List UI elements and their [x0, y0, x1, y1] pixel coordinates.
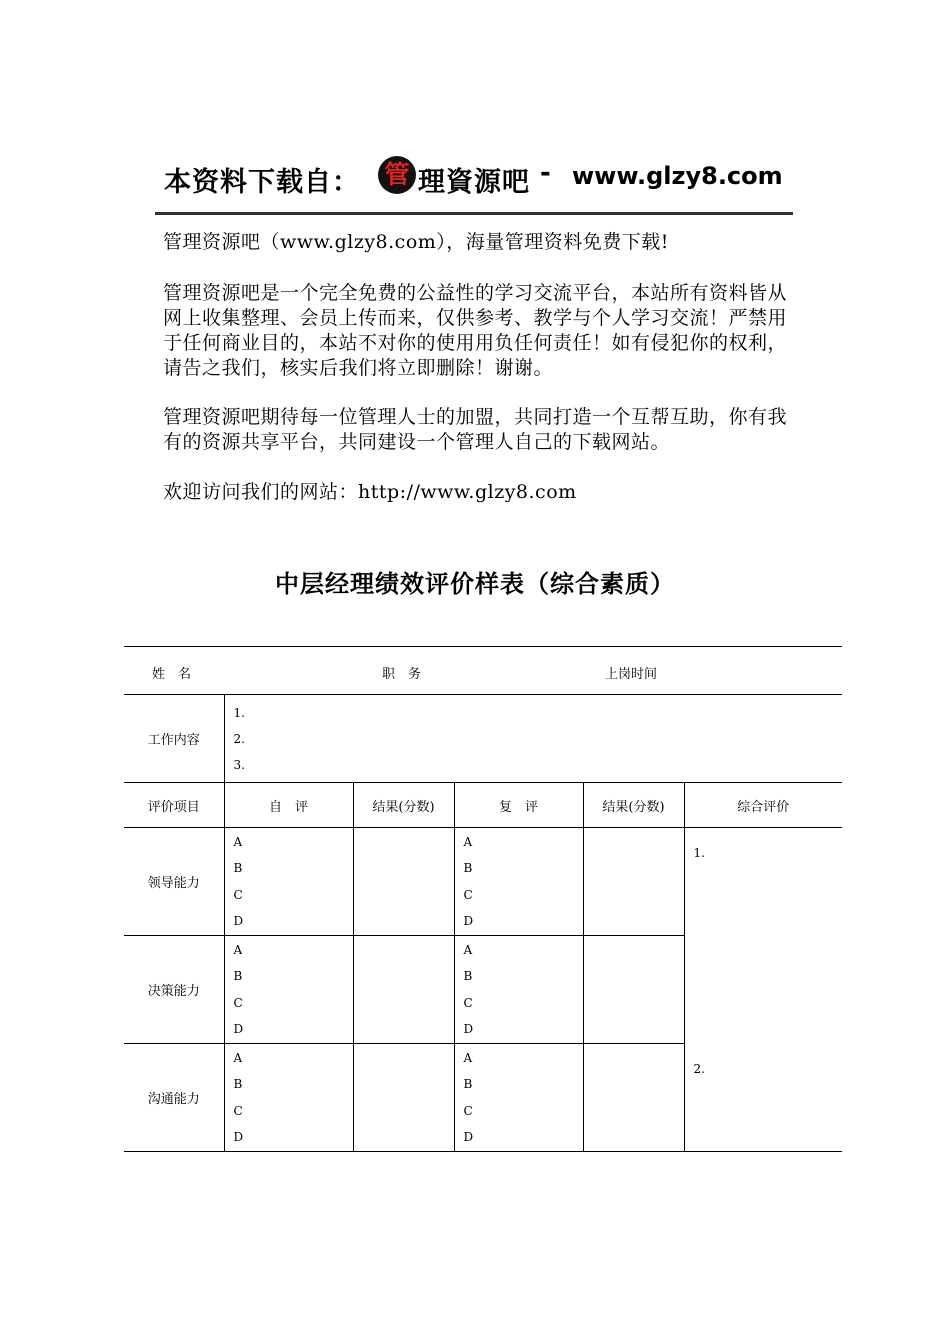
intro-text: 管理资源吧（www.glzy8.com），海量管理资料免费下载!: [163, 231, 669, 253]
row-label: 领导能力: [124, 828, 224, 936]
col-self-eval: 自 评: [224, 783, 353, 828]
page-title: 中层经理绩效评价样表（综合素质）: [275, 570, 675, 598]
grade-option: D: [463, 1130, 474, 1144]
position-label: 职 务: [382, 667, 422, 682]
result-cell[interactable]: [353, 936, 454, 1044]
grade-option: B: [233, 969, 243, 983]
col-result-1: 结果(分数): [353, 783, 454, 828]
result-cell[interactable]: [583, 936, 684, 1044]
work-content-row: [124, 695, 842, 783]
col-item: 评价项目: [124, 783, 224, 828]
overall-item: 1.: [693, 846, 705, 860]
grade-option: B: [463, 969, 473, 983]
intro-para2: [163, 281, 803, 381]
self-grades: [224, 1044, 353, 1152]
list-item: 1.: [233, 705, 245, 720]
grade-option: D: [463, 914, 474, 928]
result-cell[interactable]: [583, 828, 684, 936]
list-item: 3.: [233, 757, 245, 772]
col-result-2: 结果(分数): [583, 783, 684, 828]
re-grades: [454, 936, 583, 1044]
brand-logo-icon: 管: [378, 156, 416, 194]
grade-option: A: [463, 834, 473, 849]
intro-para3: [163, 405, 803, 455]
grade-option: A: [233, 1050, 243, 1065]
list-item: 2.: [233, 731, 245, 746]
grade-option: D: [233, 914, 244, 928]
intro-text[interactable]: 欢迎访问我们的网站：http://www.glzy8.com: [163, 481, 577, 503]
self-grades: [224, 936, 353, 1044]
re-grades: [454, 828, 583, 936]
result-cell[interactable]: [583, 1044, 684, 1152]
result-cell[interactable]: [353, 828, 454, 936]
col-overall: 综合评价: [684, 783, 842, 828]
grade-option: C: [233, 887, 243, 902]
banner-brand: 理資源吧: [418, 167, 530, 198]
self-grades: [224, 828, 353, 936]
overall-evaluation[interactable]: [684, 828, 842, 1152]
grade-option: C: [233, 1103, 243, 1118]
banner-url[interactable]: www.glzy8.com: [572, 162, 783, 190]
row-label: 决策能力: [124, 936, 224, 1044]
work-content-list: [224, 695, 842, 783]
grade-option: D: [233, 1022, 244, 1036]
grade-option: C: [233, 995, 243, 1010]
header-row: [124, 647, 842, 695]
intro-text: 管理资源吧期待每一位管理人士的加盟，共同打造一个互帮互助，你有我有的资源共享平台，共同建设一个管理人自己的下载网站。: [163, 406, 788, 453]
grade-option: C: [463, 995, 473, 1010]
intro-line1: [163, 230, 803, 255]
grade-option: B: [233, 1077, 243, 1091]
intro-para4: [163, 480, 803, 505]
grade-option: C: [463, 887, 473, 902]
column-header-row: [124, 783, 842, 828]
col-re-eval: 复 评: [454, 783, 583, 828]
re-grades: [454, 1044, 583, 1152]
grade-option: A: [233, 942, 243, 957]
table-row: [124, 828, 842, 936]
start-date-label: 上岗时间: [605, 667, 658, 682]
grade-option: C: [463, 1103, 473, 1118]
banner-divider: [155, 212, 793, 215]
grade-option: A: [233, 834, 243, 849]
grade-option: B: [463, 1077, 473, 1091]
grade-option: D: [463, 1022, 474, 1036]
banner-dash: -: [540, 158, 551, 188]
overall-item: 2.: [693, 1062, 705, 1076]
banner-prefix: 本资料下载自：: [164, 167, 360, 198]
download-banner: [160, 150, 800, 206]
result-cell[interactable]: [353, 1044, 454, 1152]
intro-text: 管理资源吧是一个完全免费的公益性的学习交流平台，本站所有资料皆从网上收集整理、会员上传而来，仅供参考、教学与个人学习交流！严禁用于任何商业目的，本站不对你的使用用负任何责任！如有侵犯你的权利，请告之我们，核实后我们将立即删除！谢谢。: [163, 282, 788, 379]
grade-option: D: [233, 1130, 244, 1144]
work-content-label: 工作内容: [124, 695, 224, 783]
name-label: 姓 名: [152, 667, 192, 682]
grade-option: B: [463, 861, 473, 875]
grade-option: A: [463, 942, 473, 957]
grade-option: A: [463, 1050, 473, 1065]
evaluation-table: [124, 646, 842, 1152]
grade-option: B: [233, 861, 243, 875]
row-label: 沟通能力: [124, 1044, 224, 1152]
